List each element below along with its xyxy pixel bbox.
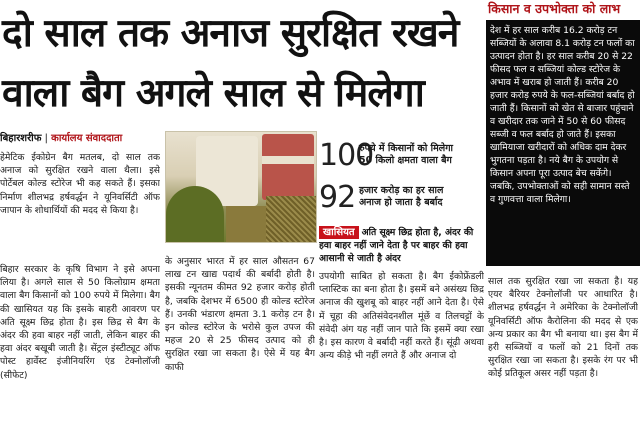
column-1-text bbox=[0, 263, 160, 432]
byline bbox=[0, 131, 162, 147]
benefits-sidebar bbox=[486, 0, 640, 270]
byline-desk: कार्यालय संवाददाता bbox=[51, 133, 123, 144]
headline-line-1: दो साल तक अनाज सुरक्षित रखने bbox=[2, 11, 459, 56]
column-3-paragraph: उपयोगी साबित हो सकता है। बैग ईकोफ्रेंडली प्लास्टिक का बना होता है। इसमें बने असंख्य छिद्र अनाज की खुशबू को बाहर नहीं आने देता है। ऐसे में चूहा की अतिसंवेदनशील मूंछें व तिलचट्टों के संवेदी अंग यह नहीं जान पाते कि इसमें क्या रखा है। इस कारण वे बर्बादी नहीं करते हैं। सूंढ़ी अथवा अन्य कीड़े भी नहीं लगते हैं और अनाज दो bbox=[319, 271, 484, 362]
green-bag bbox=[166, 186, 224, 243]
column-4-paragraph: साल तक सुरक्षित रखा जा सकता है। यह एयर बैरियर टेक्नोलॉजी पर आधारित है। शीलभद्र हर्षवर्द्धन ने अमेरिका के टेक्नोलॉजी यूनिवर्सिटी ऑफ कैरोलिना की मदद से एक अन्य प्रकार का बैग भी बनाया था। इस बैग में हरी सब्जियों व फलों को 21 दिनों तक सुरक्षित रखा जा सकता है। इसके रंग पर भी कोई प्रतिकूल असर नहीं पड़ता है। bbox=[488, 276, 638, 380]
sidebar-body: देश में हर साल करीब 16.2 करोड़ टन सब्जियों के अलावा 8.1 करोड़ टन फलों का उत्पादन होता है। हर साल करीब 20 से 22 फीसद फल व सब्जियां कोल्ड स्टोरेज के अभाव में खराब हो जाती हैं। करीब 20 हजार करोड़ रुपये के फल-सब्जियां बर्बाद हो जाती हैं। किसानों को खेत से बाजार पहुंचाने व खरीदार तक जाने में 50 से 60 फीसद सब्जी व फल बर्बाद हो जाते हैं। इसका खामियाजा खरीदारों को अधिक दाम देकर भुगतना पड़ता है। नये बैग के उपयोग से किसान अपना पूरा उत्पाद बेच सकेंगे। जबकि, उपभोक्ताओं को सही सामान सस्ते व गुणवत्ता वाला मिलेगा। bbox=[486, 20, 640, 266]
stat-waste-line-2: अनाज हो जाता है बर्बाद bbox=[359, 197, 443, 208]
stat-price bbox=[319, 139, 485, 181]
headline-line-2: वाला बैग अगले साल से मिलेगा bbox=[2, 71, 424, 116]
stat-price-text bbox=[359, 143, 453, 167]
stat-waste bbox=[319, 181, 485, 221]
stat-waste-number: 92 bbox=[319, 180, 356, 215]
column-3-text bbox=[319, 270, 484, 432]
red-bag bbox=[262, 134, 314, 200]
column-2-paragraph: के अनुसार भारत में हर साल औसतन 67 लाख टन खाद्य पदार्थ की बर्बादी होती है। इसकी न्यूनतम कीमत 92 हजार करोड़ होती है, जबकि देशभर में 6500 ही कोल्ड स्टोरेज हैं। उनकी भंडारण क्षमता 3.1 करोड़ टन है। इन कोल्ड स्टोरेज के भरोसे कुल उपज की महज 20 से 25 फीसद उत्पाद को ही सुरक्षित रखा जा सकता है। ऐसे में यह बैग काफी bbox=[165, 256, 315, 373]
intro-text: हेमेटिक ईकोग्रेन बैग मतलब, दो साल तक अनाज को सुरक्षित रखने वाला थैला। इसे पोर्टेबल कोल्ड स्टोरेज भी कह सकते हैं। इसका निर्माण शीलभद्र हर्षवर्द्धन ने यूनिवर्सिटी ऑफ जापान के शोधार्थियों की मदद से किया है। bbox=[0, 152, 160, 216]
stat-waste-line-1: हजार करोड़ का हर साल bbox=[359, 185, 444, 196]
byline-place: बिहारशरीफ bbox=[0, 133, 42, 144]
stat-price-line-1: रुपये में किसानों को मिलेगा bbox=[359, 143, 454, 154]
byline-separator: | bbox=[44, 133, 49, 144]
column-2-text bbox=[165, 255, 315, 432]
grain-texture bbox=[266, 196, 317, 243]
headline bbox=[0, 0, 484, 130]
column-1-paragraph: बिहार सरकार के कृषि विभाग ने इसे अपना लिया है। अगले साल से 50 किलोग्राम क्षमता वाला बैग किसानों को 100 रुपये में मिलेगा। बैग की खासियत यह कि इसके बाहरी आवरण पर अति सूक्ष्म छिद्र होता है। इस छिद्र से बैग के अंदर की हवा बाहर नहीं जाती, लेकिन बाहर की हवा अंदर बखूबी जाती है। सेंट्रल इंस्टीट्यूट ऑफ पोस्ट हार्वेस्ट इंजीनियरिंग एंड टेक्नोलॉजी (सीफेट) bbox=[0, 264, 160, 381]
column-4-text bbox=[488, 275, 638, 432]
feature-tag: खासियत bbox=[319, 226, 359, 239]
stat-waste-text bbox=[359, 185, 443, 209]
feature-text: अति सूक्ष्म छिद्र होता है, अंदर की हवा बाहर नहीं जाने देता है पर बाहर की हवा आसानी से जाती है अंदर bbox=[319, 227, 474, 264]
stat-price-number: 100 bbox=[319, 138, 374, 173]
sidebar-title: किसान व उपभोक्ता को लाभ bbox=[488, 1, 621, 16]
feature-highlight bbox=[319, 226, 484, 268]
stat-price-line-2: 50 किलो क्षमता वाला बैग bbox=[359, 155, 452, 166]
intro-paragraph bbox=[0, 151, 160, 251]
grain-bags-photo bbox=[165, 131, 317, 243]
